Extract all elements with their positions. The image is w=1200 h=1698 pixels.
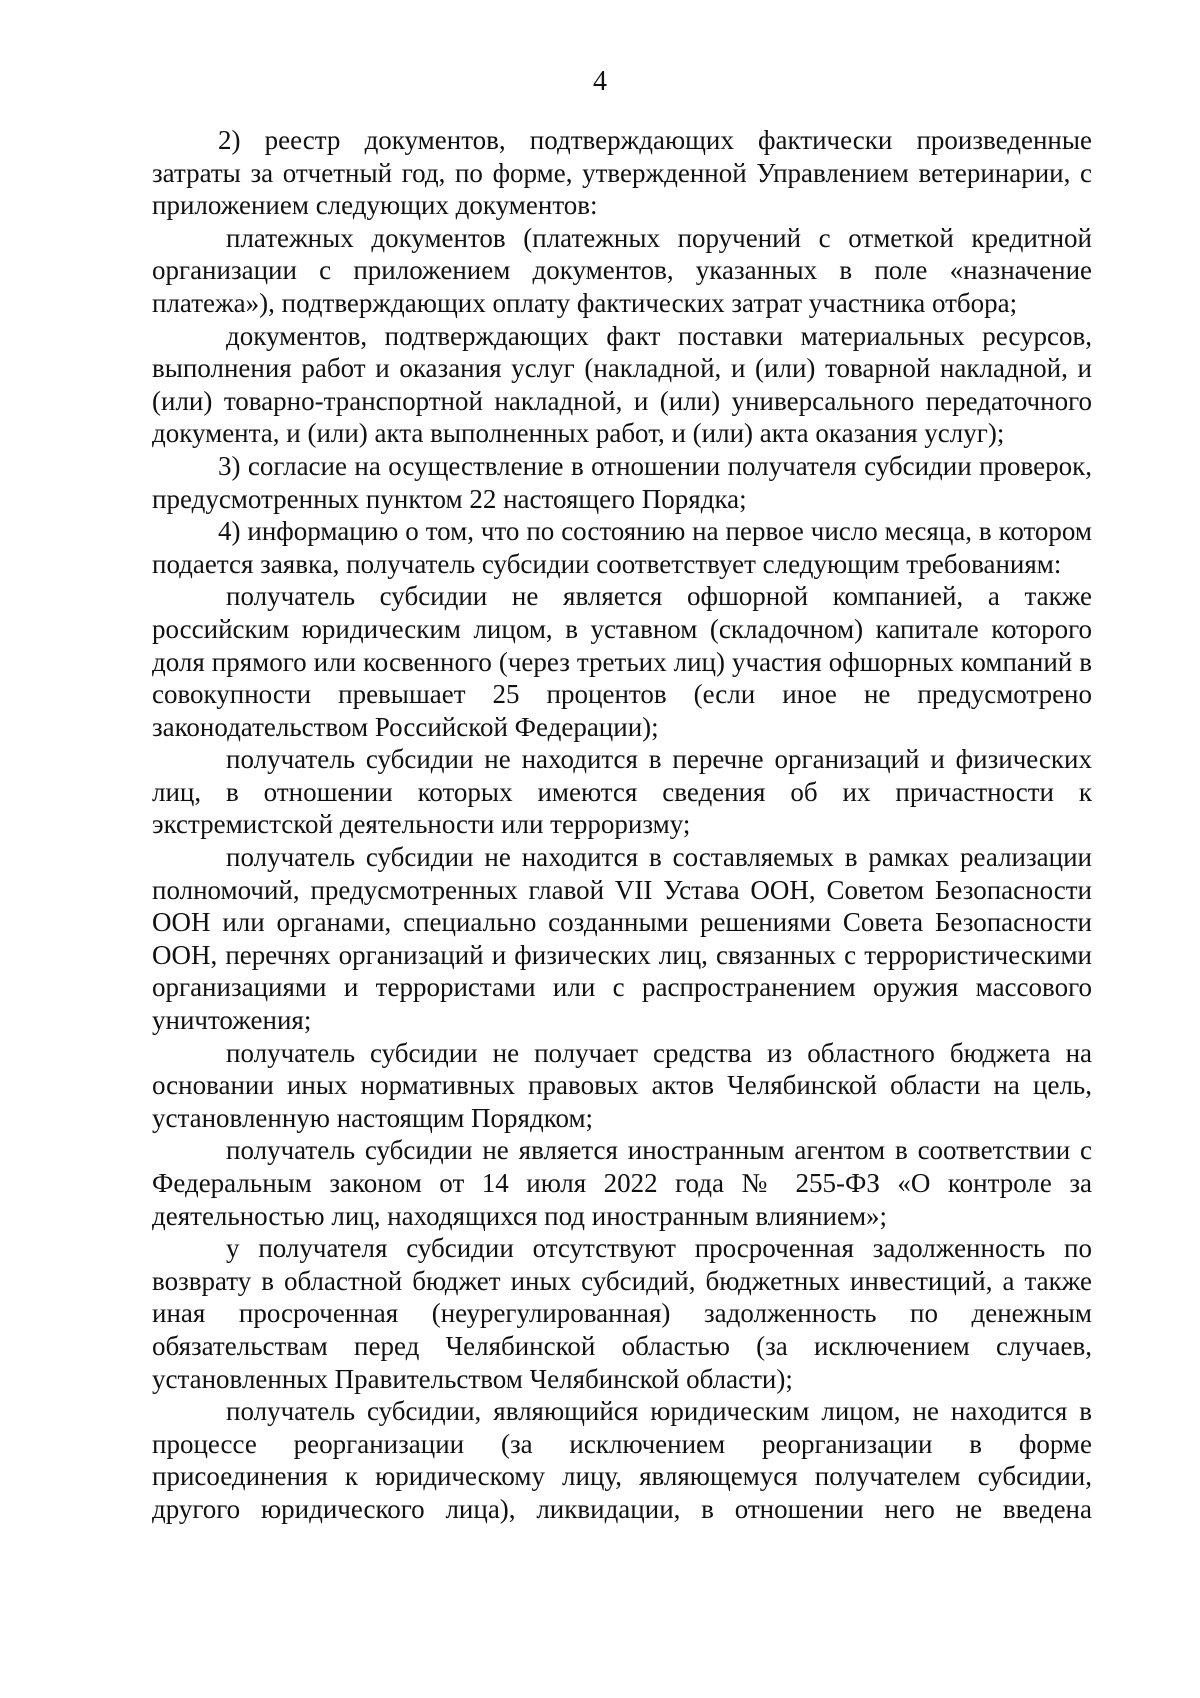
paragraph-un-lists: получатель субсидии не находится в составляемых в рамках реализации полномочий, предусмотренных главой VII Устава ООН, Советом Безопасности ООН или органами, специально созданными решениями Совета Безопасности ООН, перечнях организаций и физических лиц, связанных с террористическими организациями и террористами или с распространением оружия массового уничтожения;	[152, 842, 1092, 1036]
paragraph-offshore-requirement: получатель субсидии не является офшорной компанией, а также российским юридическим лицом, в уставном (складочном) капитале которого доля прямого или косвенного (через третьих лиц) участия офшорных компаний в совокупности превышает 25 процентов (если иное не предусмотрено законодательством Российской Федерации);	[152, 581, 1092, 742]
page-number: 4	[593, 66, 607, 97]
paragraph-reorganization: получатель субсидии, являющийся юридическим лицом, не находится в процессе реорганизации (за исключением реорганизации в форме присоединения к юридическому лицу, являющемуся получателем субсидии, другого юридического лица), ликвидации, в отношении него не введена	[152, 1396, 1092, 1524]
paragraph-item-2-registry: 2) реестр документов, подтверждающих фактически произведенные затраты за отчетный год, по форме, утвержденной Управлением ветеринарии, с приложением следующих документов:	[152, 125, 1092, 221]
paragraph-extremism-list: получатель субсидии не находится в перечне организаций и физических лиц, в отношении которых имеются сведения об их причастности к экстремистской деятельности или терроризму;	[152, 744, 1092, 840]
document-body	[152, 124, 1092, 1526]
paragraph-item-4-information: 4) информацию о том, что по состоянию на первое число месяца, в котором подается заявка, получатель субсидии соответствует следующим требованиям:	[152, 516, 1092, 579]
paragraph-overdue-debt: у получателя субсидии отсутствуют просроченная задолженность по возврату в областной бюджет иных субсидий, бюджетных инвестиций, а также иная просроченная (неурегулированная) задолженность по денежным обязательствам перед Челябинской областью (за исключением случаев, установленных Правительством Челябинской области);	[152, 1233, 1092, 1394]
paragraph-foreign-agent: получатель субсидии не является иностранным агентом в соответствии с Федеральным законом от 14 июля 2022 года № 255-ФЗ «О контроле за деятельностью лиц, находящихся под иностранным влиянием»;	[152, 1135, 1092, 1231]
paragraph-other-budget-funds: получатель субсидии не получает средства из областного бюджета на основании иных нормативных правовых актов Челябинской области на цель, установленную настоящим Порядком;	[152, 1037, 1092, 1133]
paragraph-payment-documents: платежных документов (платежных поручений с отметкой кредитной организации с приложением документов, указанных в поле «назначение платежа»), подтверждающих оплату фактических затрат участника отбора;	[152, 222, 1092, 318]
paragraph-delivery-documents: документов, подтверждающих факт поставки материальных ресурсов, выполнения работ и оказания услуг (накладной, и (или) товарной накладной, и (или) товарно-транспортной накладной, и (или) универсального передаточного документа, и (или) акта выполненных работ, и (или) акта оказания услуг);	[152, 320, 1092, 449]
paragraph-item-3-consent: 3) согласие на осуществление в отношении получателя субсидии проверок, предусмотренных пунктом 22 настоящего Порядка;	[152, 450, 1092, 514]
